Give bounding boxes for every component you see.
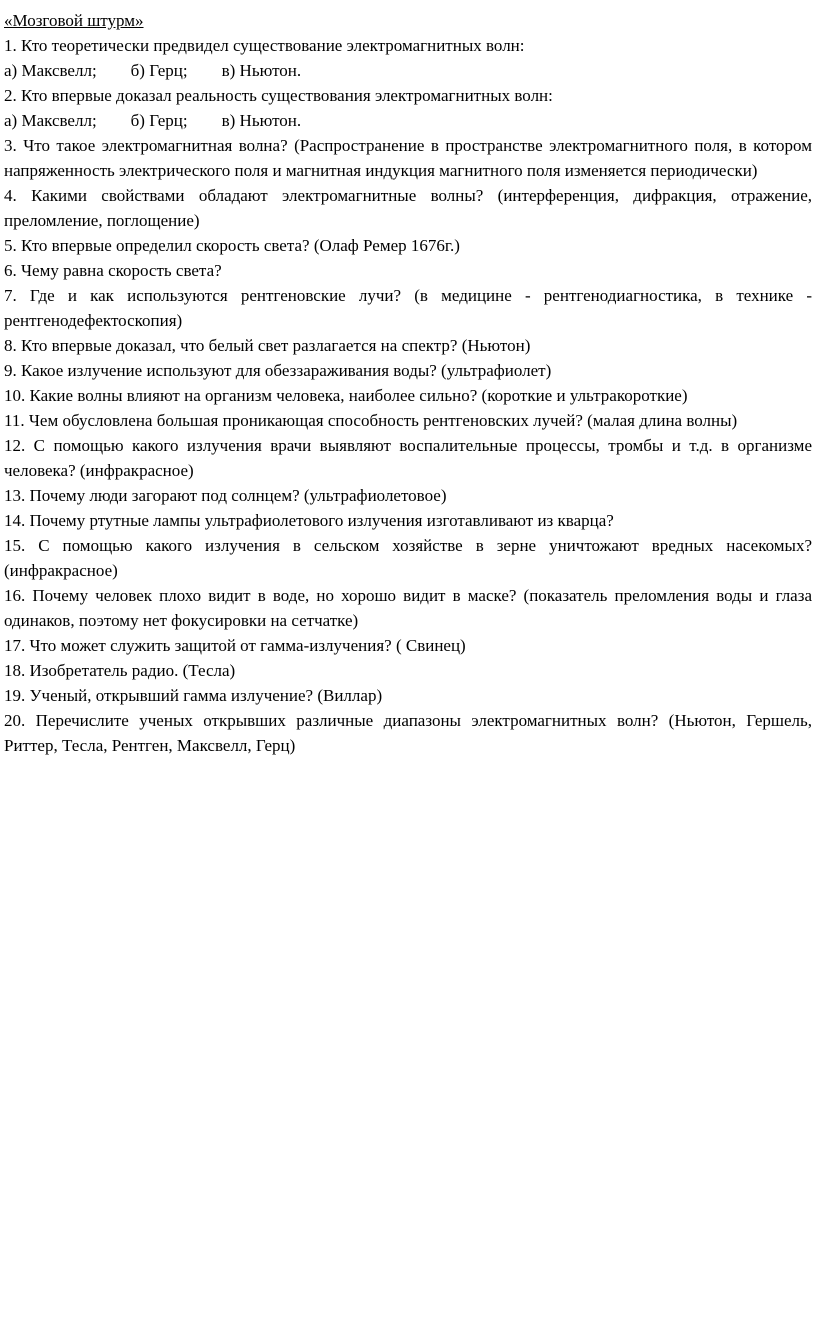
question-20: 20. Перечислите ученых открывших различные диапазоны электромагнитных волн? (Ньютон, Гершель, Риттер, Тесла, Рентген, Максвелл, Герц) <box>4 711 812 755</box>
question-15: 15. С помощью какого излучения в сельском хозяйстве в зерне уничтожают вредных насекомых? (инфракрасное) <box>4 536 812 580</box>
question-3: 3. Что такое электромагнитная волна? (Распространение в пространстве электромагнитного поля, в котором напряженность электрического поля и магнитная индукция магнитного поля изменяется периодически) <box>4 136 812 180</box>
question-6: 6. Чему равна скорость света? <box>4 261 222 280</box>
question-18: 18. Изобретатель радио. (Тесла) <box>4 661 236 680</box>
question-10: 10. Какие волны влияют на организм человека, наиболее сильно? (короткие и ультракороткие) <box>4 386 688 405</box>
question-19: 19. Ученый, открывший гамма излучение? (Виллар) <box>4 686 383 705</box>
question-1-options: а) Максвелл; б) Герц; в) Ньютон. <box>4 61 302 80</box>
question-12: 12. С помощью какого излучения врачи выявляют воспалительные процессы, тромбы и т.д. в организме человека? (инфракрасное) <box>4 436 812 480</box>
question-4: 4. Какими свойствами обладают электромагнитные волны? (интерференция, дифракция, отражение, преломление, поглощение) <box>4 186 812 230</box>
question-13: 13. Почему люди загорают под солнцем? (ультрафиолетовое) <box>4 486 447 505</box>
question-16: 16. Почему человек плохо видит в воде, но хорошо видит в маске? (показатель преломления воды и глаза одинаков, поэтому нет фокусировки на сетчатке) <box>4 586 812 630</box>
question-5: 5. Кто впервые определил скорость света? (Олаф Ремер 1676г.) <box>4 236 460 255</box>
question-9: 9. Какое излучение используют для обеззараживания воды? (ультрафиолет) <box>4 361 552 380</box>
question-14: 14. Почему ртутные лампы ультрафиолетового излучения изготавливают из кварца? <box>4 511 614 530</box>
question-8: 8. Кто впервые доказал, что белый свет разлагается на спектр? (Ньютон) <box>4 336 531 355</box>
doc-title: «Мозговой штурм» <box>4 11 144 30</box>
question-2-options: а) Максвелл; б) Герц; в) Ньютон. <box>4 111 302 130</box>
question-11: 11. Чем обусловлена большая проникающая способность рентгеновских лучей? (малая длина волны) <box>4 411 738 430</box>
question-17: 17. Что может служить защитой от гамма-излучения? ( Свинец) <box>4 636 466 655</box>
question-2: 2. Кто впервые доказал реальность существования электромагнитных волн: <box>4 86 553 105</box>
question-1: 1. Кто теоретически предвидел существование электромагнитных волн: <box>4 36 525 55</box>
question-7: 7. Где и как используются рентгеновские лучи? (в медицине - рентгенодиагностика, в технике - рентгенодефектоскопия) <box>4 286 812 330</box>
